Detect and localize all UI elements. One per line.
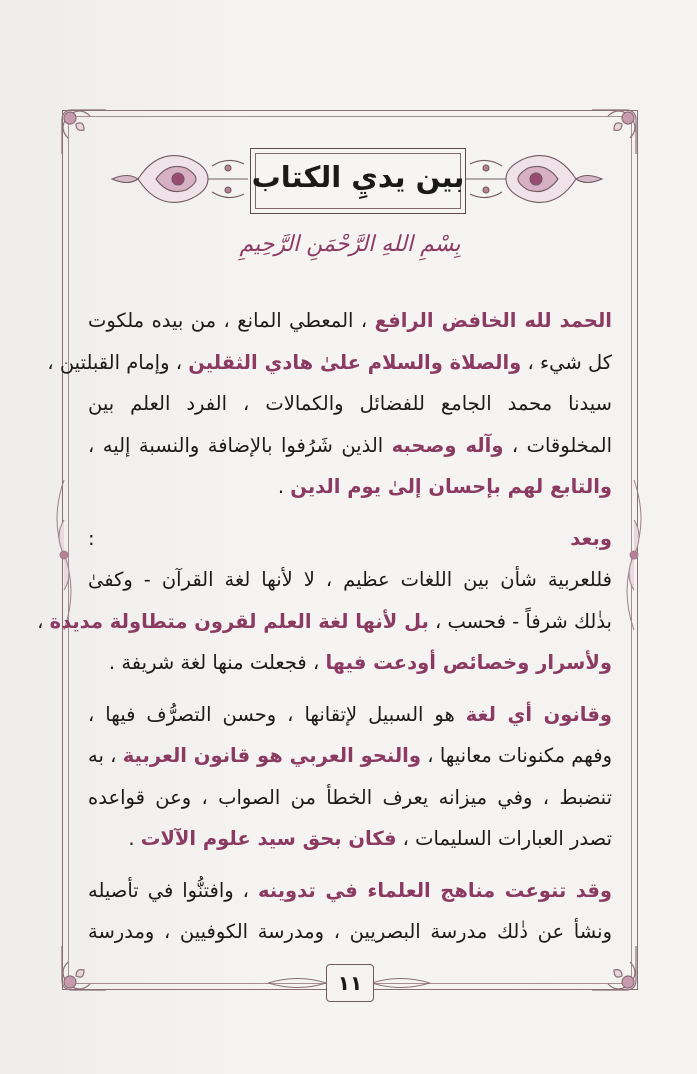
text-segment: ونشأ عن ذٰلك مدرسة البصريين ، ومدرسة الكوفيين ، ومدرسة [88, 920, 612, 943]
paragraph [47, 300, 613, 508]
text-line [37, 601, 612, 643]
body-text [37, 300, 613, 953]
highlighted-phrase: ولأسرار وخصائص أودعت فيها [325, 651, 612, 674]
text-line [88, 911, 612, 953]
basmala: بِسْمِ اللهِ الرَّحْمَنِ الرَّحِيمِ [239, 232, 461, 257]
text-line [88, 642, 612, 684]
header-flourish-icon [108, 138, 248, 220]
highlighted-phrase: والنحو العربي هو قانون العربية [122, 744, 421, 767]
highlighted-phrase: وبعد [570, 526, 612, 550]
text-line [88, 300, 612, 342]
text-segment: ، المعطي المانع ، من بيده ملكوت [88, 309, 375, 332]
text-line [88, 466, 612, 508]
text-segment: ، وافتنُّوا في تأصيله [88, 878, 258, 902]
text-segment: : [88, 526, 571, 550]
corner-ornament-icon [50, 944, 108, 1002]
side-ornament-icon [614, 480, 654, 630]
text-segment: تصدر العبارات السليمات ، [396, 827, 612, 850]
highlighted-phrase: وقانون أي لغة [465, 702, 612, 726]
paragraph-gap [88, 684, 612, 694]
text-segment: فللعربية شأن بين اللغات عظيم ، لا لأنها لغة القرآن - وكفىٰ [88, 568, 612, 591]
text-line [88, 777, 612, 819]
text-segment: ، فجعلت منها لغة شريفة . [108, 651, 326, 674]
text-line [88, 818, 612, 860]
text-segment: المخلوقات ، [503, 433, 613, 457]
paragraph-gap [88, 860, 612, 870]
corner-ornament-icon [590, 944, 648, 1002]
text-segment: . [128, 827, 141, 850]
text-segment: الذين شَرُفوا بالإضافة والنسبة إليه ، [88, 433, 392, 457]
page-number: ١١ [326, 964, 374, 1002]
text-line [88, 559, 612, 601]
text-line [88, 694, 612, 736]
corner-ornament-icon [50, 98, 108, 156]
paragraph [88, 870, 612, 953]
text-segment: . [277, 475, 291, 498]
text-segment: ، به [88, 744, 123, 767]
text-line [88, 425, 612, 467]
paragraph-gap [88, 508, 612, 518]
text-line [88, 870, 612, 912]
header-flourish-icon [466, 138, 606, 220]
highlighted-phrase: بل لأنها لغة العلم لقرون متطاولة مديدة [49, 609, 429, 633]
text-segment: وفهم مكنونات معانيها ، [421, 744, 612, 767]
text-segment: هو السبيل لإتقانها ، وحسن التصرُّف فيها ، [88, 702, 466, 726]
chapter-title-box [250, 148, 466, 214]
highlighted-phrase: الحمد لله الخافض الرافع [374, 309, 612, 332]
chapter-title: بين يديِ الكتاب [251, 160, 465, 194]
text-segment: تنضبط ، وفي ميزانه يعرف الخطأ من الصواب ، وعن قواعده [88, 785, 612, 809]
text-segment: ، [37, 609, 50, 633]
highlighted-phrase: وآله وصحبه [391, 433, 504, 457]
text-line [47, 342, 612, 384]
text-line [88, 383, 612, 425]
text-segment: ، وإمام القبلتين ، [47, 350, 189, 374]
highlighted-phrase: وقد تنوعت مناهج العلماء في تدوينه [257, 878, 612, 902]
paragraph [37, 518, 612, 684]
text-line [88, 518, 612, 560]
text-segment: سيدنا محمد الجامع للفضائل والكمالات ، الفرد العلم بين [88, 392, 612, 415]
text-line [88, 735, 612, 777]
highlighted-phrase: والتابع لهم بإحسان إلىٰ يوم الدين [290, 475, 612, 498]
highlighted-phrase: فكان بحق سيد علوم الآلات [140, 827, 397, 850]
text-segment: بذٰلك شرفاً - فحسب ، [428, 609, 612, 633]
highlighted-phrase: والصلاة والسلام علىٰ هادي الثقلين [188, 350, 522, 374]
text-segment: كل شيء ، [521, 350, 612, 374]
paragraph [88, 694, 612, 860]
